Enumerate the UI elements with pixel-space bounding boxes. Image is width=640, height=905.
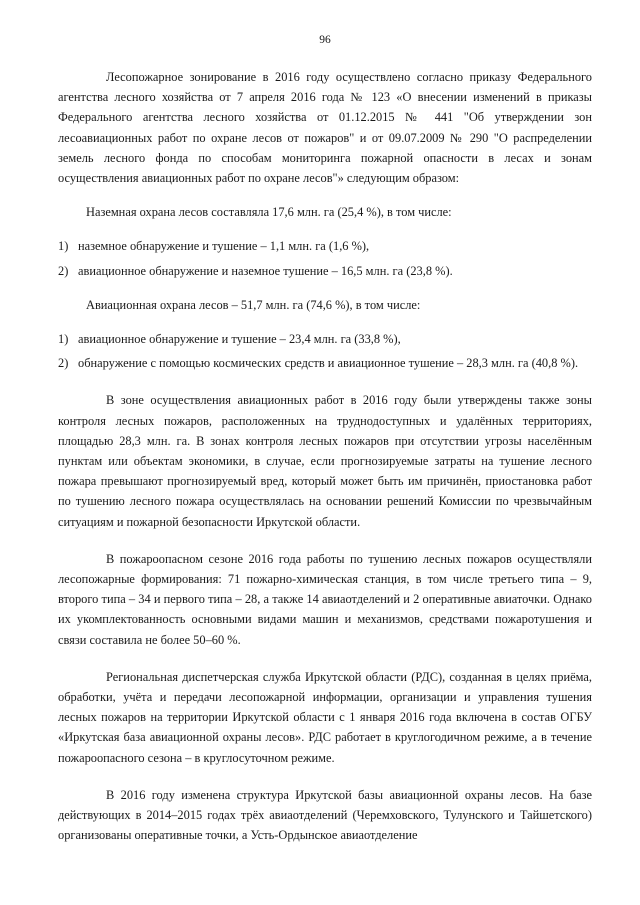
- list-item: [58, 329, 592, 349]
- paragraph-aviation-protection: Авиационная охрана лесов – 51,7 млн. га (74,6 %), в том числе:: [86, 297, 421, 312]
- list-aviation-protection: [58, 329, 592, 373]
- list-item: [58, 353, 592, 373]
- list-item: [58, 261, 592, 281]
- list-item-text: авиационное обнаружение и наземное тушение – 16,5 млн. га (23,8 %).: [78, 263, 453, 278]
- list-item-number: 2): [58, 263, 69, 278]
- paragraph-fire-season: В пожароопасном сезоне 2016 года работы по тушению лесных пожаров осуществляли лесопожарные формирования: 71 пожарно-химическая станция, в том числе третьего типа – 9, второго типа – 34 и первого типа – 28, а также 14 авиаотделений и 2 оперативные авиаточки. Однако их укомплектованность основными видами машин и механизмов, средствами пожаротушения и связи составила не более 50–60 %.: [58, 551, 592, 647]
- page-number: 96: [319, 34, 331, 46]
- list-ground-protection: [58, 236, 592, 280]
- list-item-number: 1): [58, 239, 69, 254]
- paragraph-ground-protection: Наземная охрана лесов составляла 17,6 млн. га (25,4 %), в том числе:: [86, 205, 452, 220]
- list-item-text: обнаружение с помощью космических средств и авиационное тушение – 28,3 млн. га (40,8 %).: [78, 356, 579, 371]
- list-item-number: 2): [58, 356, 69, 371]
- list-item-number: 1): [58, 332, 69, 347]
- paragraph-dispatch-service: Региональная диспетчерская служба Иркутской области (РДС), созданная в целях приёма, обработки, учёта и передачи лесопожарной информации, организации и управления тушения лесных пожаров на территории Иркутской области с 1 января 2016 года включена в состав ОГБУ «Иркутская база авиационной охраны лесов». РДС работает в круглогодичном режиме, а в течение пожароопасного сезона – в круглосуточном режиме.: [58, 669, 592, 765]
- paragraph-base-structure: В 2016 году изменена структура Иркутской базы авиационной охраны лесов. На базе действующих в 2014–2015 годах трёх авиаотделений (Черемховского, Тулунского и Тайшетского) организованы оперативные точки, а Усть-Ордынское авиаотделение: [58, 787, 592, 843]
- paragraph-control-zones: В зоне осуществления авиационных работ в 2016 году были утверждены также зоны контроля лесных пожаров, расположенных на труднодоступных и удалённых территориях, площадью 28,3 млн. га. В зонах контроля лесных пожаров при отсутствии угрозы населённым пунктам или объектам экономики, в случае, если прогнозируемые затраты на тушение лесного пожара превышают прогнозируемый вред, который может быть им причинён, приостановка работ по тушению лесного пожара осуществлялась на основании решений Комиссии по чрезвычайным ситуациям и пожарной безопасности Иркутской области.: [58, 393, 592, 529]
- list-item: [58, 236, 592, 256]
- list-item-text: авиационное обнаружение и тушение – 23,4 млн. га (33,8 %),: [78, 332, 401, 347]
- list-item-text: наземное обнаружение и тушение – 1,1 млн. га (1,6 %),: [78, 239, 370, 254]
- paragraph-zoning: Лесопожарное зонирование в 2016 году осуществлено согласно приказу Федерального агентства лесного хозяйства от 7 апреля 2016 года № 123 «О внесении изменений в приказы Федерального агентства лесного хозяйства от 01.12.2015 № 441 "Об утверждении зон лесоавиационных работ по охране лесов от пожаров" и от 09.07.2009 № 290 "О распределении земель лесного фонда по способам мониторинга пожарной опасности в лесах и зонам осуществления авиационных работ по охране лесов"» следующим образом:: [58, 70, 592, 186]
